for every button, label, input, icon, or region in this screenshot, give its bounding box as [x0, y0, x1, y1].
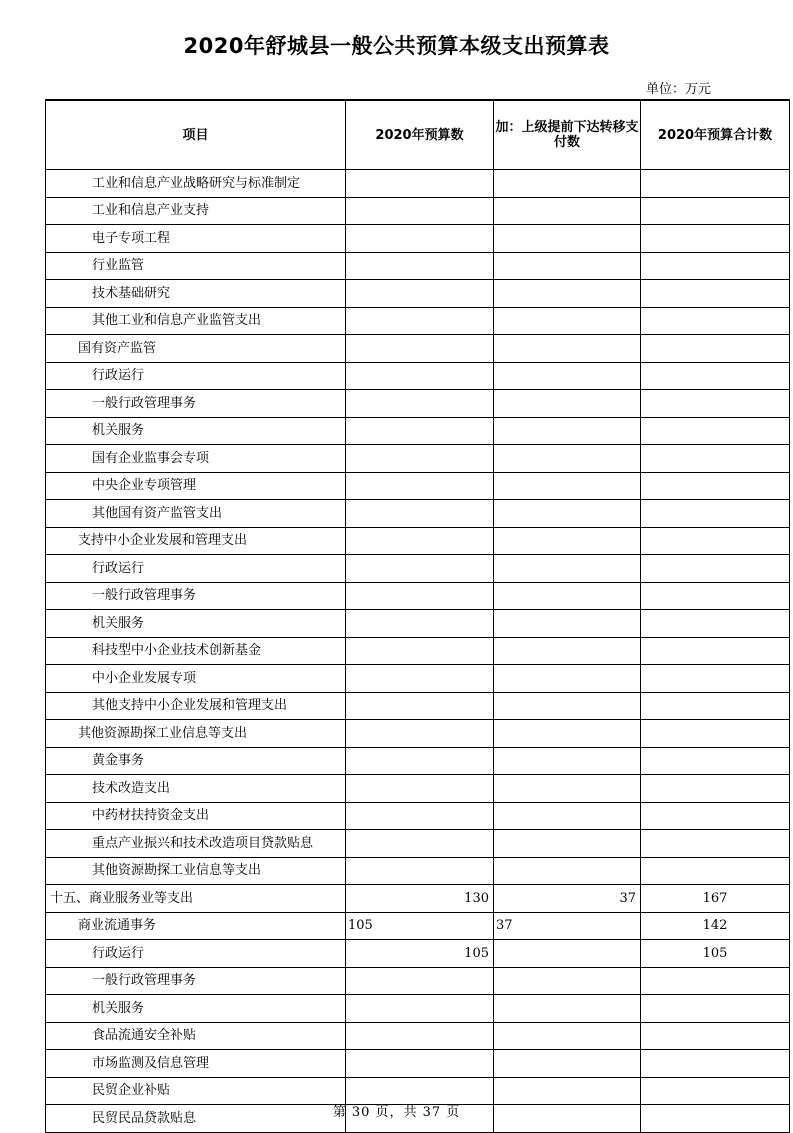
table-row	[46, 692, 790, 720]
row-budget-value	[346, 747, 494, 775]
row-total-value: 167	[641, 885, 790, 913]
row-transfer-value	[494, 692, 641, 720]
row-budget-value	[346, 390, 494, 418]
row-budget-value	[346, 720, 494, 748]
row-budget-value	[346, 527, 494, 555]
row-budget-value	[346, 170, 494, 198]
row-budget-value	[346, 335, 494, 363]
table-row	[46, 472, 790, 500]
table-row	[46, 885, 790, 913]
row-total-value	[641, 692, 790, 720]
row-transfer-value	[494, 280, 641, 308]
row-budget-value	[346, 967, 494, 995]
row-budget-value: 105	[346, 940, 494, 968]
page-title: 2020年舒城县一般公共预算本级支出预算表	[183, 34, 610, 58]
row-total-value	[641, 802, 790, 830]
row-item-name: 黄金事务	[46, 747, 346, 775]
row-budget-value	[346, 802, 494, 830]
table-row	[46, 995, 790, 1023]
table-row	[46, 912, 790, 940]
row-total-value	[641, 1050, 790, 1078]
row-item-name: 民贸企业补贴	[46, 1077, 346, 1105]
row-budget-value	[346, 857, 494, 885]
table-row	[46, 445, 790, 473]
row-item-name: 十五、商业服务业等支出	[46, 885, 346, 913]
header-budget: 2020年预算数	[346, 100, 494, 170]
row-total-value	[641, 445, 790, 473]
row-total-value	[641, 472, 790, 500]
row-transfer-value	[494, 335, 641, 363]
row-total-value	[641, 967, 790, 995]
row-budget-value	[346, 445, 494, 473]
row-transfer-value	[494, 747, 641, 775]
row-transfer-value	[494, 307, 641, 335]
row-transfer-value	[494, 610, 641, 638]
row-item-name: 电子专项工程	[46, 225, 346, 253]
row-transfer-value: 37	[494, 885, 641, 913]
row-transfer-value	[494, 362, 641, 390]
row-total-value	[641, 582, 790, 610]
row-item-name: 支持中小企业发展和管理支出	[46, 527, 346, 555]
row-transfer-value	[494, 830, 641, 858]
row-total-value	[641, 170, 790, 198]
row-budget-value	[346, 555, 494, 583]
row-budget-value	[346, 830, 494, 858]
row-total-value	[641, 362, 790, 390]
table-row	[46, 527, 790, 555]
row-budget-value	[346, 1022, 494, 1050]
row-total-value	[641, 252, 790, 280]
row-transfer-value	[494, 857, 641, 885]
row-total-value	[641, 280, 790, 308]
row-budget-value	[346, 252, 494, 280]
table-row	[46, 1022, 790, 1050]
row-transfer-value	[494, 967, 641, 995]
row-item-name: 中央企业专项管理	[46, 472, 346, 500]
row-total-value	[641, 417, 790, 445]
row-budget-value	[346, 225, 494, 253]
row-transfer-value	[494, 802, 641, 830]
row-budget-value	[346, 692, 494, 720]
table-row	[46, 307, 790, 335]
row-item-name: 中药材扶持资金支出	[46, 802, 346, 830]
header-total: 2020年预算合计数	[641, 100, 790, 170]
table-row	[46, 225, 790, 253]
page-footer: 第 30 页，共 37 页	[332, 1105, 461, 1120]
row-budget-value	[346, 362, 494, 390]
row-total-value	[641, 830, 790, 858]
table-row	[46, 417, 790, 445]
row-transfer-value	[494, 1050, 641, 1078]
table-row	[46, 555, 790, 583]
row-total-value	[641, 555, 790, 583]
table-row	[46, 362, 790, 390]
row-item-name: 其他资源勘探工业信息等支出	[46, 720, 346, 748]
row-budget-value	[346, 775, 494, 803]
table-row	[46, 1050, 790, 1078]
row-item-name: 食品流通安全补贴	[46, 1022, 346, 1050]
table-row	[46, 390, 790, 418]
row-total-value	[641, 335, 790, 363]
table-row	[46, 720, 790, 748]
table-row	[46, 802, 790, 830]
budget-table	[45, 99, 790, 1133]
row-transfer-value	[494, 472, 641, 500]
row-item-name: 国有企业监事会专项	[46, 445, 346, 473]
row-total-value	[641, 225, 790, 253]
row-total-value	[641, 995, 790, 1023]
row-total-value	[641, 857, 790, 885]
row-transfer-value	[494, 720, 641, 748]
row-budget-value	[346, 995, 494, 1023]
row-transfer-value	[494, 390, 641, 418]
row-item-name: 其他支持中小企业发展和管理支出	[46, 692, 346, 720]
table-row	[46, 335, 790, 363]
row-transfer-value	[494, 665, 641, 693]
row-budget-value	[346, 637, 494, 665]
row-total-value	[641, 637, 790, 665]
row-budget-value	[346, 1050, 494, 1078]
row-total-value	[641, 665, 790, 693]
unit-label: 单位：万元	[646, 82, 712, 97]
table-row	[46, 197, 790, 225]
table-row	[46, 610, 790, 638]
row-item-name: 一般行政管理事务	[46, 390, 346, 418]
row-transfer-value	[494, 995, 641, 1023]
row-item-name: 行业监管	[46, 252, 346, 280]
row-item-name: 机关服务	[46, 610, 346, 638]
row-item-name: 重点产业振兴和技术改造项目贷款贴息	[46, 830, 346, 858]
row-item-name: 中小企业发展专项	[46, 665, 346, 693]
row-total-value	[641, 610, 790, 638]
row-total-value	[641, 307, 790, 335]
row-transfer-value	[494, 197, 641, 225]
row-item-name: 技术基础研究	[46, 280, 346, 308]
table-row	[46, 252, 790, 280]
row-transfer-value: 37	[494, 912, 641, 940]
row-total-value	[641, 720, 790, 748]
row-transfer-value	[494, 637, 641, 665]
table-row	[46, 280, 790, 308]
row-total-value	[641, 747, 790, 775]
row-transfer-value	[494, 527, 641, 555]
table-row	[46, 665, 790, 693]
row-transfer-value	[494, 445, 641, 473]
table-row	[46, 775, 790, 803]
row-total-value: 105	[641, 940, 790, 968]
row-item-name: 工业和信息产业战略研究与标准制定	[46, 170, 346, 198]
row-transfer-value	[494, 252, 641, 280]
table-row	[46, 500, 790, 528]
row-total-value	[641, 1022, 790, 1050]
row-item-name: 市场监测及信息管理	[46, 1050, 346, 1078]
row-item-name: 其他资源勘探工业信息等支出	[46, 857, 346, 885]
table-row	[46, 582, 790, 610]
row-total-value	[641, 527, 790, 555]
table-header-row	[46, 100, 790, 170]
row-item-name: 机关服务	[46, 417, 346, 445]
row-total-value	[641, 775, 790, 803]
row-budget-value	[346, 582, 494, 610]
row-budget-value: 130	[346, 885, 494, 913]
table-row	[46, 940, 790, 968]
row-total-value	[641, 197, 790, 225]
table-row	[46, 857, 790, 885]
row-item-name: 商业流通事务	[46, 912, 346, 940]
row-transfer-value	[494, 1022, 641, 1050]
row-transfer-value	[494, 225, 641, 253]
row-total-value: 142	[641, 912, 790, 940]
row-item-name: 行政运行	[46, 362, 346, 390]
table-row	[46, 747, 790, 775]
table-row	[46, 830, 790, 858]
row-budget-value: 105	[346, 912, 494, 940]
row-transfer-value	[494, 417, 641, 445]
row-item-name: 一般行政管理事务	[46, 582, 346, 610]
header-transfer: 加：上级提前下达转移支付数	[494, 100, 641, 170]
row-transfer-value	[494, 500, 641, 528]
row-item-name: 工业和信息产业支持	[46, 197, 346, 225]
row-budget-value	[346, 500, 494, 528]
row-item-name: 民贸民品贷款贴息	[46, 1105, 346, 1133]
row-item-name: 一般行政管理事务	[46, 967, 346, 995]
row-budget-value	[346, 610, 494, 638]
table-body	[46, 170, 790, 1133]
row-budget-value	[346, 307, 494, 335]
row-transfer-value	[494, 555, 641, 583]
row-transfer-value	[494, 582, 641, 610]
row-budget-value	[346, 472, 494, 500]
row-total-value	[641, 500, 790, 528]
table-row	[46, 637, 790, 665]
row-budget-value	[346, 197, 494, 225]
header-item: 项目	[46, 100, 346, 170]
row-item-name: 科技型中小企业技术创新基金	[46, 637, 346, 665]
row-budget-value	[346, 417, 494, 445]
row-item-name: 技术改造支出	[46, 775, 346, 803]
row-item-name: 机关服务	[46, 995, 346, 1023]
row-transfer-value	[494, 170, 641, 198]
row-transfer-value	[494, 940, 641, 968]
row-item-name: 行政运行	[46, 555, 346, 583]
row-item-name: 行政运行	[46, 940, 346, 968]
table-row	[46, 170, 790, 198]
row-budget-value	[346, 280, 494, 308]
table-row	[46, 967, 790, 995]
row-budget-value	[346, 665, 494, 693]
row-item-name: 其他国有资产监管支出	[46, 500, 346, 528]
row-item-name: 国有资产监管	[46, 335, 346, 363]
row-item-name: 其他工业和信息产业监管支出	[46, 307, 346, 335]
row-transfer-value	[494, 775, 641, 803]
row-total-value	[641, 390, 790, 418]
